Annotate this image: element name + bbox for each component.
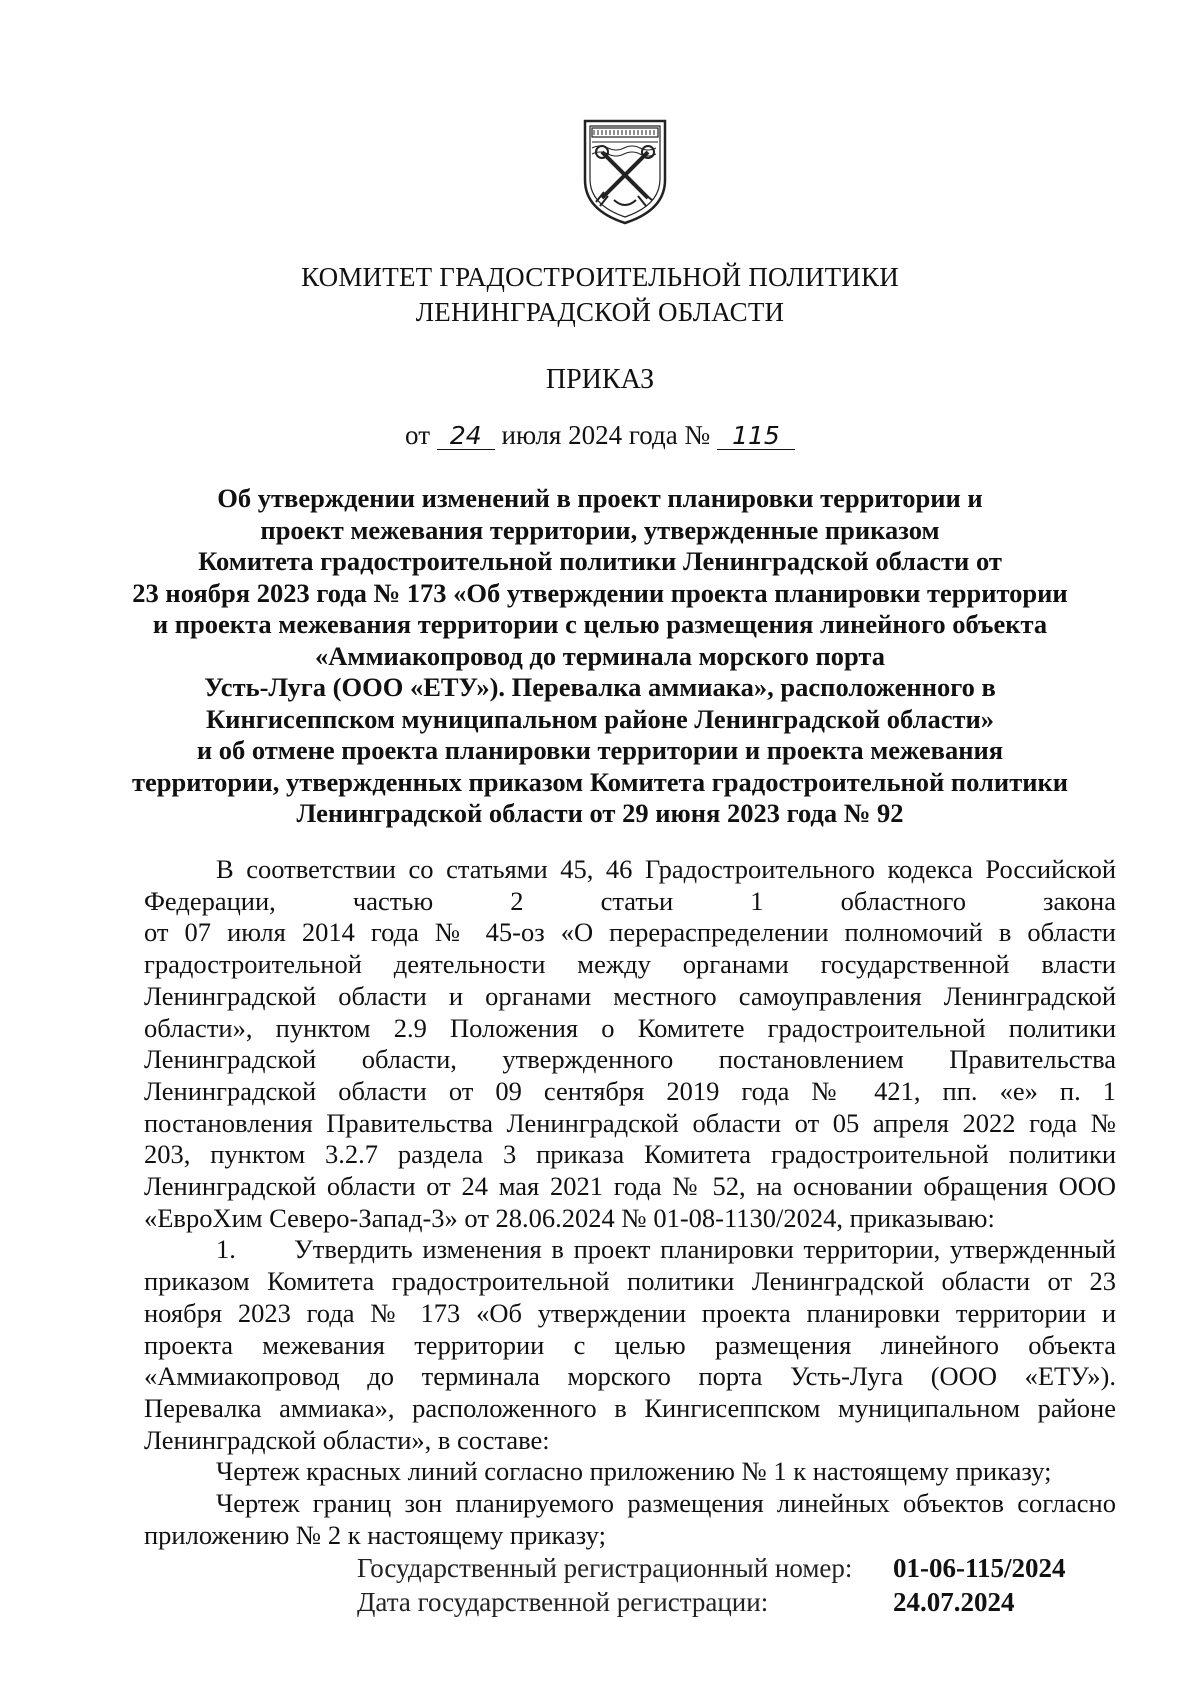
- registration-date-label: Дата государственной регистрации:: [357, 1587, 769, 1617]
- body-line: приложению № 2 к настоящему приказу;: [144, 1519, 606, 1550]
- body-line: постановления Правительства Ленинградской области от 05 апреля 2022 года №: [144, 1107, 1116, 1138]
- order-item-1: 1. Утвердить изменения в проект планировки территории, утвержденный: [216, 1234, 1116, 1265]
- body-line: Ленинградской области от 24 мая 2021 года № 52, на основании обращения ООО: [144, 1171, 1116, 1202]
- title-line: и об отмене проекта планировки территории и проекта межевания: [196, 735, 1004, 765]
- body-line: проекта межевания территории с целью размещения линейного объекта: [144, 1329, 1116, 1360]
- title-line: Усть-Луга (ООО «ЕТУ»). Перевалка аммиака», расположенного в: [204, 672, 996, 702]
- body-line: Ленинградской области, утвержденного постановлением Правительства: [144, 1044, 1116, 1075]
- title-line: «Аммиакопровод до терминала морского порта: [315, 640, 885, 671]
- body-line: Ленинградской области от 09 сентября 2019 года № 421, пп. «е» п. 1: [144, 1075, 1116, 1106]
- registration-stamp: [357, 1551, 1066, 1619]
- body-line: приказом Комитета градостроительной политики Ленинградской области от 23: [144, 1266, 1116, 1297]
- body-line: градостроительной деятельности между органами государственной власти: [144, 949, 1116, 980]
- body-line: области», пунктом 2.9 Положения о Комитете градостроительной политики: [144, 1012, 1116, 1043]
- body-line: Чертеж границ зон планируемого размещения линейных объектов согласно: [216, 1488, 1116, 1519]
- body-line: «Аммиакопровод до терминала морского порта Усть-Луга (ООО «ЕТУ»).: [144, 1361, 1116, 1392]
- title-line: и проекта межевания территории с целью размещения линейного объекта: [152, 609, 1048, 639]
- coat-of-arms-emblem: [582, 118, 668, 226]
- registration-number-value: 01-06-115/2024: [893, 1553, 1066, 1583]
- date-rest: июля 2024 года №: [501, 420, 711, 450]
- registration-number-row: [357, 1551, 1066, 1585]
- body-line: Ленинградской области», в составе:: [144, 1424, 550, 1455]
- organization-name-line2: ЛЕНИНГРАДСКОЙ ОБЛАСТИ: [415, 297, 785, 327]
- order-title: [120, 483, 1080, 830]
- title-line: 23 ноября 2023 года № 173 «Об утверждении проекта планировки территории: [132, 577, 1068, 608]
- body-line: Федерации, частью 2 статьи 1 областного закона: [144, 885, 1116, 916]
- registration-number-label: Государственный регистрационный номер:: [357, 1553, 853, 1583]
- organization-name-line1: КОМИТЕТ ГРАДОСТРОИТЕЛЬНОЙ ПОЛИТИКИ: [301, 262, 899, 292]
- order-body: [144, 854, 1116, 1551]
- title-line: Об утверждении изменений в проект планировки территории и: [217, 483, 983, 513]
- body-line: Перевалка аммиака», расположенного в Кингисеппском муниципальном районе: [144, 1392, 1116, 1423]
- title-line: Кингисеппском муниципальном районе Ленинградской области»: [205, 703, 995, 734]
- body-line: ноября 2023 года № 173 «Об утверждении проекта планировки территории и: [144, 1297, 1116, 1328]
- body-line: «ЕвроХим Северо-Запад-3» от 28.06.2024 № 01-08-1130/2024, приказываю:: [144, 1202, 995, 1233]
- body-line: Чертеж красных линий согласно приложению № 1 к настоящему приказу;: [216, 1456, 1052, 1487]
- registration-date-row: [357, 1585, 1066, 1619]
- document-type: ПРИКАЗ: [545, 364, 655, 395]
- body-line: Ленинградской области и органами местного самоуправления Ленинградской: [144, 980, 1116, 1011]
- order-date-line: [0, 420, 1200, 451]
- handwritten-day: 24: [437, 423, 495, 450]
- title-line: Ленинградской области от 29 июня 2023 года № 92: [296, 798, 904, 828]
- title-line: территории, утвержденных приказом Комитета градостроительной политики: [131, 766, 1069, 797]
- body-line: от 07 июля 2014 года № 45-оз «О перераспределении полномочий в области: [144, 917, 1116, 948]
- date-prefix: от: [405, 420, 430, 450]
- registration-date-value: 24.07.2024: [893, 1587, 1015, 1617]
- body-line: 203, пунктом 3.2.7 раздела 3 приказа Комитета градостроительной политики: [144, 1139, 1116, 1170]
- title-line: Комитета градостроительной политики Ленинградской области от: [198, 546, 1002, 576]
- title-line: проект межевания территории, утвержденные приказом: [260, 514, 940, 545]
- body-line: В соответствии со статьями 45, 46 Градостроительного кодекса Российской: [216, 854, 1116, 884]
- handwritten-order-number: 115: [717, 423, 795, 450]
